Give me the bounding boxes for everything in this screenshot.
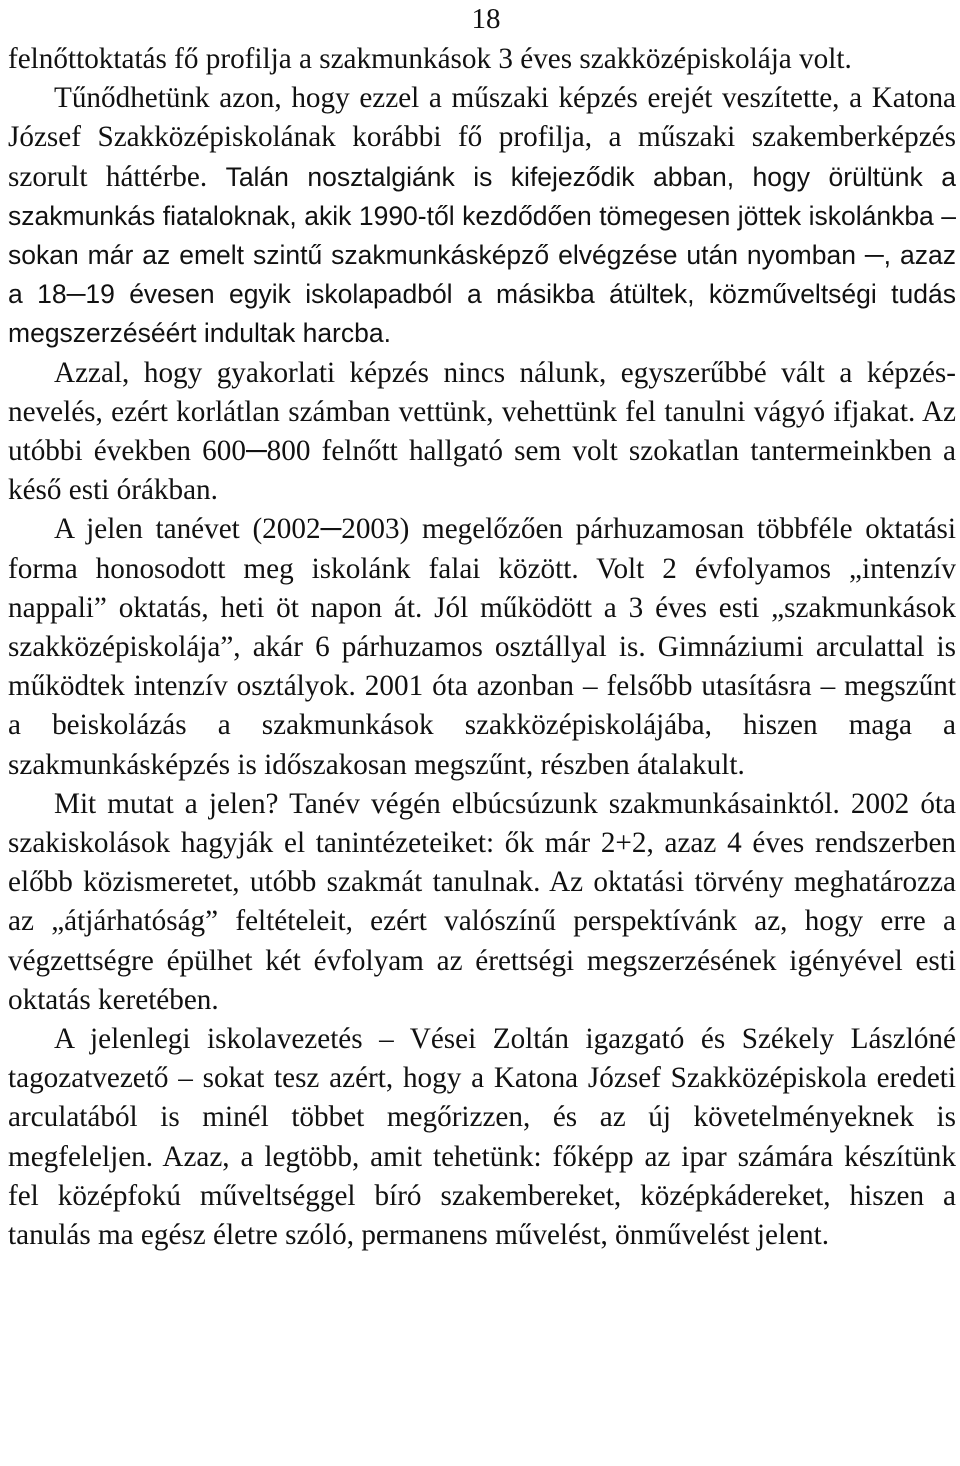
paragraph-2-text: Tűnődhetünk azon, hogy ezzel a műszaki képzés erejét veszítette, a Katona József Szakközépiskolának korábbi fő profilja, a műszaki szakemberképzés szorult háttérbe.: [8, 82, 956, 193]
paragraph-1-text: felnőttoktatás fő profilja a szakmunkások 3 éves szakközépiskolája volt.: [8, 43, 852, 75]
page-number: 18: [471, 3, 501, 35]
paragraph-1: [8, 40, 956, 79]
paragraph-2: [8, 79, 956, 353]
paragraph-3: [8, 354, 956, 511]
paragraph-3-text: Azzal, hogy gyakorlati képzés nincs nálunk, egyszerűbbé vált a képzés-nevelés, ezért korlátlan számban vettünk, vehettünk fel tanulni vágyó ifjakat. Az utóbbi években 600─800 felnőtt hallgató sem volt szokatlan tantermeinkben a késő esti órákban.: [8, 356, 956, 507]
paragraph-6-text: A jelenlegi iskolavezetés – Vései Zoltán igazgató és Székely Lászlóné tagozatvezető – sokat tesz azért, hogy a Katona József Szakközépiskola eredeti arculatából is minél többet megőrizzen, és az új követelményeknek is megfeleljen. Azaz, a legtöbb, amit tehetünk: főképp az ipar számára készítünk fel középfokú műveltséggel bíró szakembereket, középkádereket, hiszen a tanulás ma egész életre szóló, permanens művelést, önművelést jelent.: [8, 1023, 956, 1252]
paragraph-4-text: A jelen tanévet (2002─2003) megelőzően párhuzamosan többféle oktatási forma honosodott meg iskolánk falai között. Volt 2 évfolyamos „intenzív nappali” oktatás, heti öt napon át. Jól működött a 3 éves esti „szakmunkások szakközépiskolája”, akár 6 párhuzamos osztállyal is. Gimnáziumi arculattal is működtek intenzív osztályok. 2001 óta azonban – felsőbb utasításra – megszűnt a beiskolázás a szakmunkások szakközépiskolájába, hiszen maga a szakmunkásképzés is időszakosan megszűnt, részben átalakult.: [8, 513, 956, 781]
paragraph-4: [8, 510, 956, 784]
document-body: [8, 40, 956, 1255]
paragraph-5-text: Mit mutat a jelen? Tanév végén elbúcsúzunk szakmunkásainktól. 2002 óta szakiskolások hagyják el tanintézeteiket: ők már 2+2, azaz 4 éves rendszerben előbb közismeretet, utóbb szakmát tanulnak. Az oktatási törvény meghatározza az „átjárhatóság” feltételeit, ezért valószínű perspektívánk az, hogy erre a végzettségre épülhet két évfolyam az érettségi megszerzésének igényével esti oktatás keretében.: [8, 787, 956, 1016]
paragraph-5: [8, 785, 956, 1020]
paragraph-6: [8, 1020, 956, 1255]
paragraph-2-sans-text: Talán nosztalgiánk is kifejeződik abban, hogy örültünk a szakmunkás fiataloknak, akik 1990-től kezdődően tömegesen jöttek iskolánkba – sokan már az emelt szintű szakmunkásképző elvégzése után nyomban ─, azaz a 18─19 évesen egyik iskolapadból a másikba átültek, közműveltségi tudás megszerzéséért indultak harcba.: [8, 161, 956, 349]
